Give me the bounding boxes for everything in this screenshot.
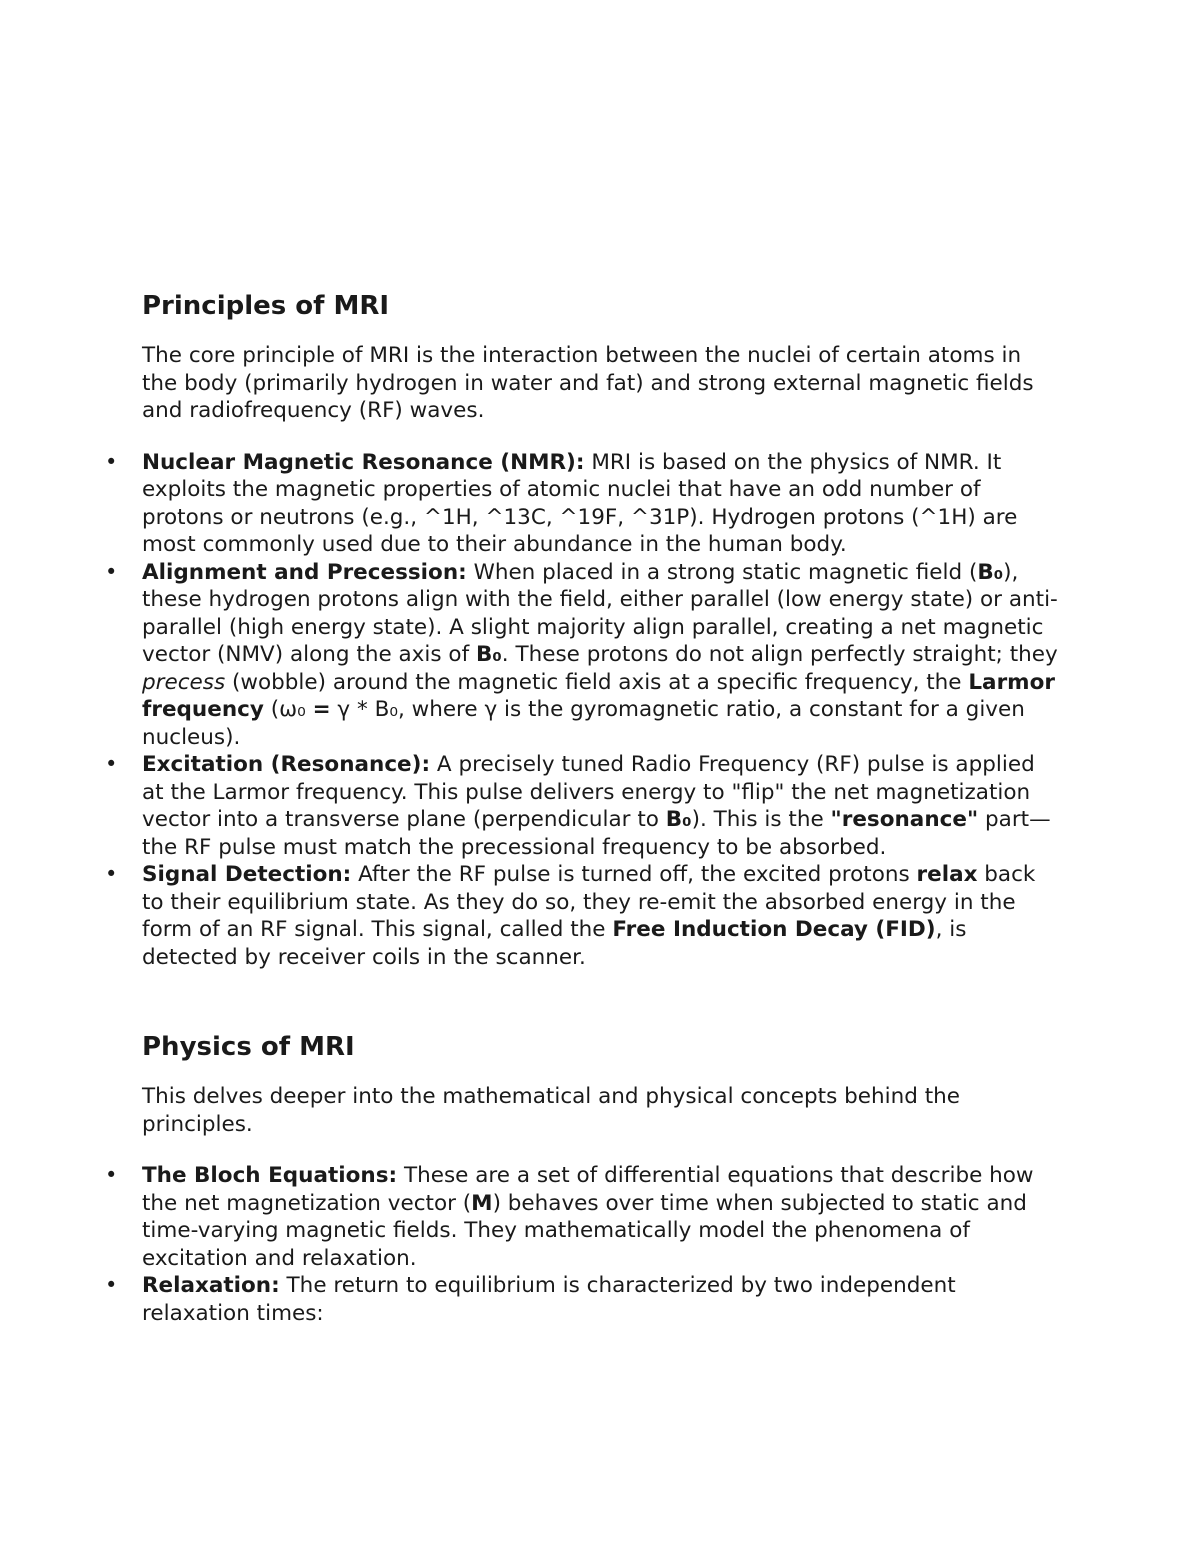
section-intro: This delves deeper into the mathematical and physical concepts behind the principles.	[142, 1084, 961, 1137]
bold-symbol: B₀	[475, 642, 502, 667]
list-item	[142, 751, 1062, 861]
bullet-list	[142, 449, 1062, 972]
bullet-text: A precisely tuned Radio Frequency (RF) pulse is applied at the Larmor frequency. This pulse delivers energy to "flip" the net magnetization vector into a transverse plane (perpendicular to	[142, 752, 1035, 832]
bullet-text: The return to equilibrium is characterized by two independent relaxation times:	[142, 1273, 956, 1326]
bullet-term: Excitation (Resonance):	[142, 752, 431, 777]
bullet-text: (wobble) around the magnetic field axis at a specific frequency, the	[225, 669, 969, 695]
bold-symbol: =	[312, 697, 331, 722]
bold-symbol: B₀	[977, 559, 1004, 585]
bold-symbol: B₀	[665, 807, 692, 832]
bullet-text: After the RF pulse is turned off, the excited protons	[351, 862, 917, 887]
bullet-list	[142, 1162, 1062, 1327]
bullet-text: ). This is the	[691, 807, 831, 832]
list-item	[142, 559, 1062, 752]
bold-term: "resonance"	[830, 807, 979, 832]
document-page	[142, 288, 1062, 1327]
bullet-text: γ * B₀, where γ is the gyromagnetic ratio, a constant for a given nucleus).	[142, 697, 1025, 750]
bullet-text: MRI is based on the physics of NMR. It exploits the magnetic properties of atomic nuclei that have an odd number of protons or neutrons (e.g., ^1H, ^13C, ^19F, ^31P). Hydrogen protons (^1H) are most commonly used due to their abundance in the human body.	[142, 449, 1018, 557]
bullet-text: part—the RF pulse must match the precessional frequency to be absorbed.	[142, 807, 1051, 860]
bullet-term: The Bloch Equations:	[142, 1163, 398, 1188]
bullet-text: . These protons do not align perfectly straight; they	[501, 642, 1058, 667]
bullet-text: (ω₀	[263, 697, 313, 722]
bullet-text: back to their equilibrium state. As they do so, they re-emit the absorbed energy in the form of an RF signal. This signal, called the	[142, 862, 1036, 942]
bullet-text: When placed in a strong static magnetic field (	[466, 559, 978, 585]
list-item	[142, 1162, 1062, 1272]
bullet-term: Relaxation:	[142, 1273, 280, 1298]
bullet-term: Signal Detection:	[142, 862, 352, 887]
bold-term: Larmor frequency	[142, 669, 1055, 722]
bullet-text: ), these hydrogen protons align with the field, either parallel (low energy state) or anti-parallel (high energy state). A slight majority align parallel, creating a net magnetic vector (NMV) along the axis of	[142, 559, 1058, 667]
bold-symbol: M	[471, 1190, 493, 1216]
bullet-text: These are a set of differential equations that describe how the net magnetization vector (	[142, 1163, 1034, 1216]
bullet-term: Alignment and Precession:	[142, 559, 467, 585]
list-item	[142, 449, 1062, 559]
section-physics	[142, 1029, 1062, 1327]
bold-term: relax	[916, 862, 978, 887]
bullet-text: , is detected by receiver coils in the scanner.	[142, 917, 967, 970]
bullet-text: ) behaves over time when subjected to static and time-varying magnetic fields. They mathematically model the phenomena of excitation and relaxation.	[142, 1190, 1027, 1271]
section-heading: Principles of MRI	[142, 291, 390, 321]
section-principles	[142, 288, 1062, 971]
bullet-term: Nuclear Magnetic Resonance (NMR):	[142, 449, 585, 475]
section-heading: Physics of MRI	[142, 1032, 355, 1062]
bold-term: Free Induction Decay (FID)	[612, 917, 936, 942]
section-intro: The core principle of MRI is the interaction between the nuclei of certain atoms in the body (primarily hydrogen in water and fat) and strong external magnetic fields and radiofrequency (RF) waves.	[142, 343, 1034, 423]
italic-term: precess	[142, 669, 226, 695]
list-item	[142, 861, 1062, 971]
list-item	[142, 1272, 1062, 1327]
